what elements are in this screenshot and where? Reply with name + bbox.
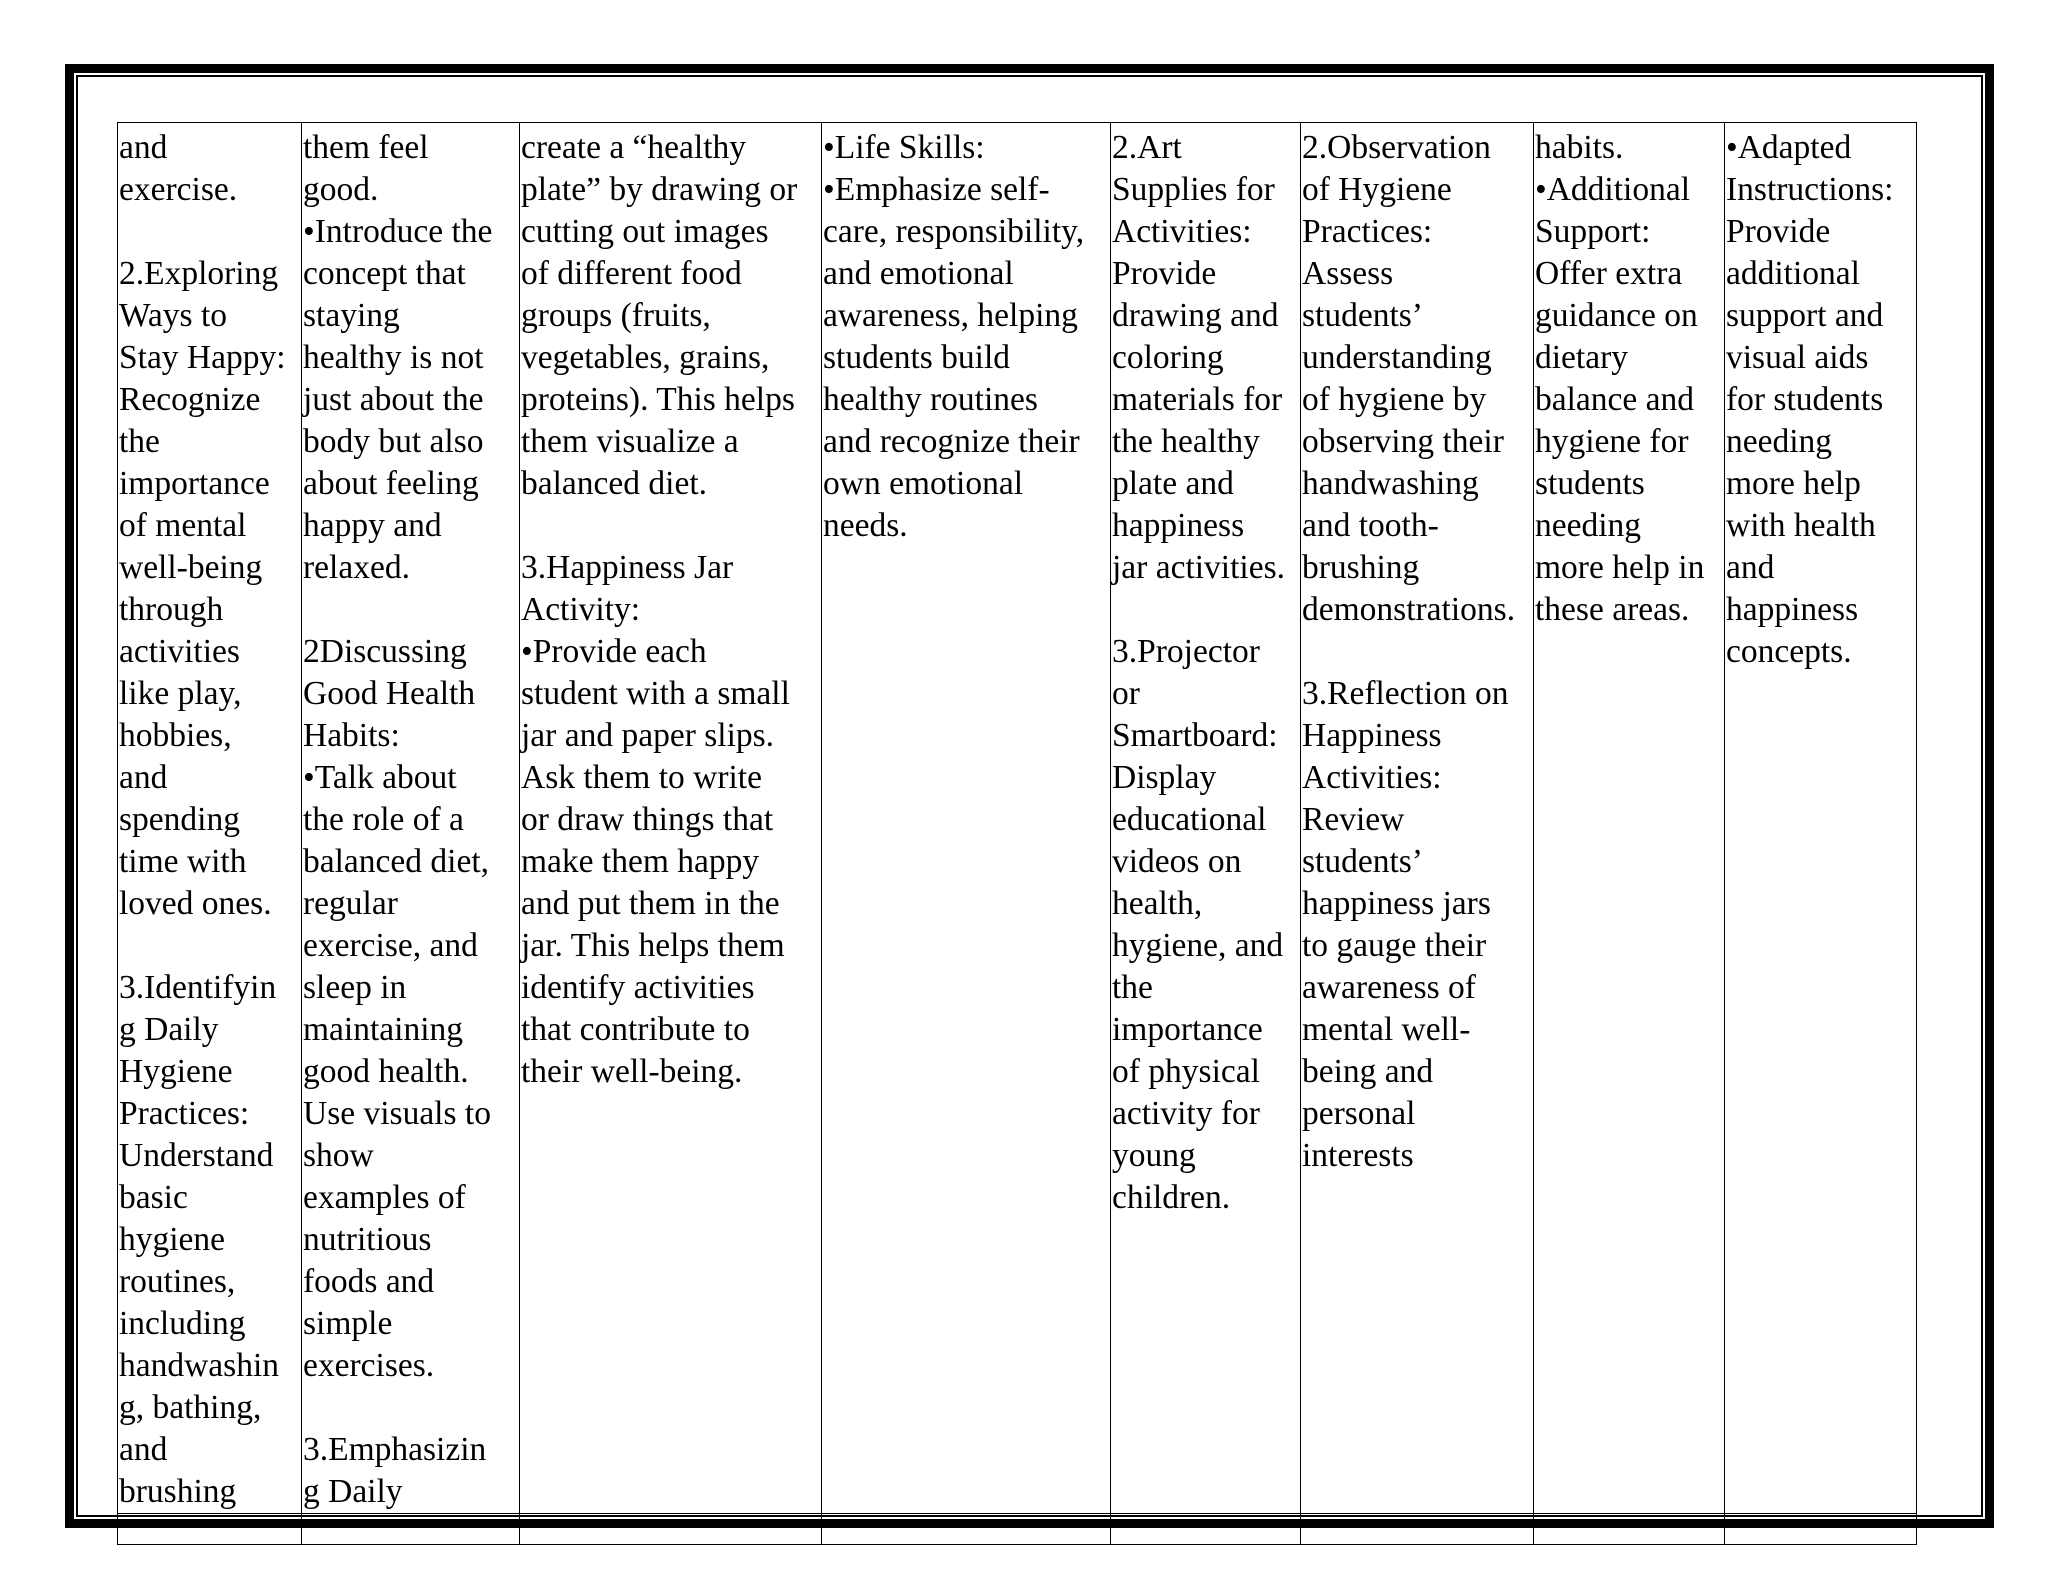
table-cell-empty [1725,1514,1917,1545]
table-cell-activities: create a “healthy plate” by drawing or cutting out images of different food groups (fruits, vegetables, grains, proteins). This helps them visualize a balanced diet. 3.Happiness Jar Activity: •Provide each student with a small jar and paper slips. Ask them to write or draw things that make them happy and put them in the jar. This helps them identify activities that contribute to their well-being. [520,123,822,1514]
table-cell-resources: 2.Art Supplies for Activities: Provide drawing and coloring materials for the healthy plate and happiness jar activities. 3.Projector or Smartboard: Display educational videos on health, hygiene, and the importance of physical activity for young children. [1111,123,1301,1514]
table-cell-support: habits. •Additional Support: Offer extra guidance on dietary balance and hygiene for students needing more help in these areas. [1534,123,1725,1514]
table-cell-assessment: 2.Observation of Hygiene Practices: Assess students’ understanding of hygiene by observing their handwashing and tooth- brushing demonstrations. 3.Reflection on Happiness Activities: Review students’ happiness jars to gauge their awareness of mental well- being and personal interests [1301,123,1534,1514]
table-cell-skills: •Life Skills: •Emphasize self- care, responsibility, and emotional awareness, helping students build healthy routines and recognize their own emotional needs. [822,123,1111,1514]
table-cell-empty [1534,1514,1725,1545]
table-cell-empty [118,1514,302,1545]
table-cell-adaptations: •Adapted Instructions: Provide additional support and visual aids for students needing more help with health and happiness concepts. [1725,123,1917,1514]
table-cell-introduction: them feel good. •Introduce the concept that staying healthy is not just about the body but also about feeling happy and relaxed. 2Discussing Good Health Habits: •Talk about the role of a balanced diet, regular exercise, and sleep in maintaining good health. Use visuals to show examples of nutritious foods and simple exercises. 3.Emphasizin g Daily [302,123,520,1514]
table-cell-empty [520,1514,822,1545]
lesson-plan-table [117,122,1917,1545]
table-cell-empty [302,1514,520,1545]
table-row [118,123,1917,1514]
table-cell-objectives: and exercise. 2.Exploring Ways to Stay Happy: Recognize the importance of mental well-being through activities like play, hobbies, and spending time with loved ones. 3.Identifyin g Daily Hygiene Practices: Understand basic hygiene routines, including handwashin g, bathing, and brushing [118,123,302,1514]
table-cell-empty [822,1514,1111,1545]
table-row-continuation [118,1514,1917,1545]
table-cell-empty [1301,1514,1534,1545]
table-cell-empty [1111,1514,1301,1545]
